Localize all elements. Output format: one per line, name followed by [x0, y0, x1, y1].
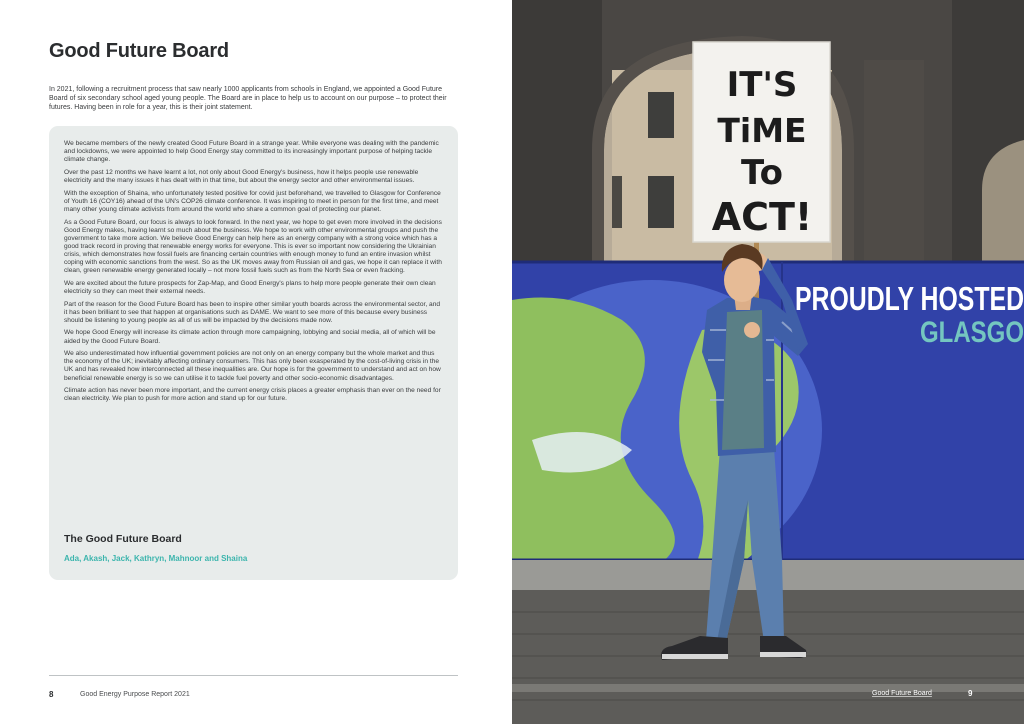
photo-window — [648, 176, 674, 228]
photo-boy-shoe-sole — [760, 652, 806, 657]
protest-photo — [512, 0, 1024, 724]
intro-paragraph: In 2021, following a recruitment process that saw nearly 1000 applicants from schools in England, we appointed a Good Future Board of six secondary school aged young people. The Board are in place to help us to account on our purpose – to protect their futures. Having been in role for a year, this is their joint statement. — [49, 86, 447, 111]
statement-paragraph: We became members of the newly created Good Future Board in a strange year. While everyone was dealing with the pandemic and lockdowns, we were appointed to help Good Energy stay committed to its increasingly important purpose of helping tackle climate change. — [64, 140, 439, 164]
photo-curb — [512, 684, 1024, 692]
photo-banner-line1: PROUDLY HOSTED — [795, 280, 1024, 317]
signoff-title: The Good Future Board — [64, 533, 182, 545]
footer-report-title: Good Energy Purpose Report 2021 — [80, 691, 190, 698]
statement-paragraph: Climate action has never been more important, and the current energy crisis places a greater emphasis than ever on the need for clean electricity. We plan to push for more action and stand up for our future. — [64, 387, 441, 403]
signoff-names: Ada, Akash, Jack, Kathryn, Mahnoor and Shaina — [64, 554, 248, 563]
photo-pillar — [864, 60, 924, 270]
photo-window — [612, 176, 622, 228]
statement-paragraph: Part of the reason for the Good Future Board has been to inspire other similar youth boards across the environmental sector, and it has been brilliant to see that happen at organisations such as DAME. We want to see more of this because every business should be listening to young people as all of us will be impacted by the decisions made now. — [64, 300, 441, 324]
statement-paragraph: As a Good Future Board, our focus is always to look forward. In the next year, we hope to get even more involved in the decisions Good Energy makes, having learnt so much about the business. We hope to work with other environmental groups and push the government to take more action. We believe Good Energy can help here as an energy company with a strong voice which has a good track record in proving that renewable energy works for everyone. This is ever so important now considering the Ukrainian crisis, which demonstrates how fossil fuels are financing certain countries with enough money to fund an entire invasion whilst coping with economic sanctions from the west. So as the UK moves away from Russian oil and gas, we hope it can replace it with clean, green renewable energy generated locally – not more fossil fuels such as from the North Sea or even fracking. — [64, 218, 442, 275]
page-title: Good Future Board — [49, 40, 229, 62]
statement-paragraph: We hope Good Energy will increase its climate action through more campaigning, lobbying and social media, all of which will be aided by the Good Future Board. — [64, 329, 436, 345]
photo-window — [648, 92, 674, 138]
statement-paragraph: We also underestimated how influential government policies are not only on an energy company but the whole market and thus the economy of the UK; inevitably affecting ordinary consumers. This has only been exasperated by the cost-of-living crisis in the UK and has revealed how interconnected all these inequalities are. Our hope is for the government to understand and act on how beneficial renewable energy is so we can utilise it to tackle fuel poverty and other socio-economic disadvantages. — [64, 350, 441, 382]
photo-banner-line2: GLASGO — [920, 316, 1024, 349]
page-number-right: 9 — [968, 689, 973, 698]
photo-boy-face — [724, 258, 760, 302]
statement-paragraph: With the exception of Shaina, who unfortunately tested positive for covid just beforehand, we travelled to Glasgow for Conference of Youth 16 (COY16) ahead of the UN's COP26 climate conference. It was inspiring to meet in person for the first time, and meet many other young climate activists from around the world who share a common goal of protecting our planet. — [64, 189, 441, 213]
footer-section-title: Good Future Board — [872, 690, 932, 697]
sign-text-line: ACT! — [711, 195, 813, 239]
photo-wall-shade-left — [512, 0, 602, 270]
statement-body — [64, 140, 442, 408]
sign-text-line: To — [740, 153, 784, 193]
right-page — [512, 0, 1024, 724]
sign-text-line: IT'S — [726, 65, 798, 105]
statement-paragraph: Over the past 12 months we have learnt a lot, not only about Good Energy's business, how it helps people use renewable electricity and the many issues it has dealt with in that time, but about the energy sector and other environmental issues. — [64, 168, 419, 184]
page-number-left: 8 — [49, 690, 54, 699]
footer-divider — [49, 675, 458, 676]
photo-boy-shoe-sole — [662, 654, 728, 659]
sign-text-line: TiME — [717, 111, 807, 150]
statement-paragraph: We are excited about the future prospects for Zap-Map, and Good Energy's plans to help more people generate their own clean electricity so they can meet their external needs. — [64, 279, 436, 295]
photo-boy-hand — [744, 322, 760, 338]
statement-panel — [49, 126, 458, 580]
